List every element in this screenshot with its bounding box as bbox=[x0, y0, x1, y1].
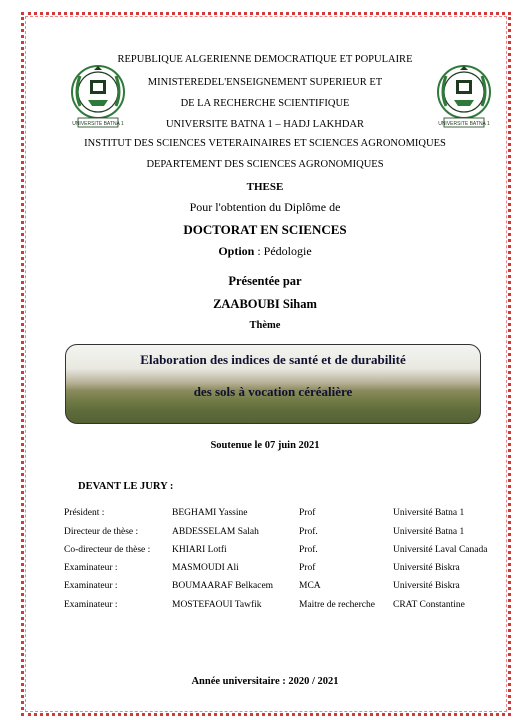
option-label: Option bbox=[218, 244, 255, 258]
thesis-degree: DOCTORAT EN SCIENCES bbox=[183, 222, 347, 237]
jury-role: Examinateur : bbox=[64, 600, 118, 610]
thesis-obtention: Pour l'obtention du Diplôme de bbox=[189, 200, 341, 214]
theme-title-line1: Elaboration des indices de santé et de durabilité bbox=[140, 352, 406, 367]
jury-row bbox=[0, 545, 530, 559]
header-university: UNIVERSITE BATNA 1 – HADJ LAKHDAR bbox=[165, 119, 365, 130]
jury-row bbox=[0, 527, 530, 541]
theme-title-line2: des sols à vocation céréalière bbox=[193, 384, 353, 399]
header-republic: REPUBLIQUE ALGERIENNE DEMOCRATIQUE ET POPULAIRE bbox=[117, 54, 413, 65]
jury-institution: Université Laval Canada bbox=[393, 545, 488, 555]
jury-name: KHIARI Lotfi bbox=[172, 545, 227, 555]
jury-role: Examinateur : bbox=[64, 581, 118, 591]
jury-rank: Prof bbox=[299, 508, 316, 518]
jury-name: MOSTEFAOUI Tawfik bbox=[172, 600, 262, 610]
author-name: ZAABOUBI Siham bbox=[213, 297, 317, 311]
jury-role: Directeur de thèse : bbox=[64, 527, 139, 537]
jury-row bbox=[0, 563, 530, 577]
jury-role: Examinateur : bbox=[64, 563, 118, 573]
svg-text:UNIVERSITE BATNA 1: UNIVERSITE BATNA 1 bbox=[72, 121, 124, 127]
jury-rank: Prof. bbox=[299, 527, 318, 537]
header-institute: INSTITUT DES SCIENCES VETERAINAIRES ET SCIENCES AGRONOMIQUES bbox=[84, 138, 446, 149]
jury-rank: MCA bbox=[299, 581, 321, 591]
jury-row bbox=[0, 581, 530, 595]
theme-banner bbox=[65, 344, 481, 424]
jury-role: Président : bbox=[64, 508, 105, 518]
jury-role: Co-directeur de thèse : bbox=[64, 545, 151, 555]
option-value: : Pédologie bbox=[254, 244, 312, 258]
jury-heading: DEVANT LE JURY : bbox=[78, 481, 174, 492]
thesis-option bbox=[0, 244, 530, 259]
jury-name: BEGHAMI Yassine bbox=[172, 508, 248, 518]
jury-rank: Prof. bbox=[299, 545, 318, 555]
jury-institution: Université Batna 1 bbox=[393, 527, 465, 537]
jury-name: ABDESSELAM Salah bbox=[172, 527, 259, 537]
jury-institution: Université Biskra bbox=[393, 581, 460, 591]
jury-institution: CRAT Constantine bbox=[393, 600, 465, 610]
header-research: DE LA RECHERCHE SCIENTIFIQUE bbox=[180, 98, 350, 109]
jury-name: MASMOUDI Ali bbox=[172, 563, 239, 573]
jury-name: BOUMAARAF Belkacem bbox=[172, 581, 274, 591]
defense-date: Soutenue le 07 juin 2021 bbox=[210, 440, 320, 451]
svg-text:UNIVERSITE BATNA 1: UNIVERSITE BATNA 1 bbox=[438, 121, 490, 127]
theme-label: Thème bbox=[249, 320, 281, 331]
jury-row bbox=[0, 508, 530, 522]
header-department: DEPARTEMENT DES SCIENCES AGRONOMIQUES bbox=[146, 159, 384, 170]
jury-rank: Prof bbox=[299, 563, 316, 573]
academic-year: Année universitaire : 2020 / 2021 bbox=[191, 676, 339, 687]
presented-by: Présentée par bbox=[228, 274, 302, 288]
jury-institution: Université Batna 1 bbox=[393, 508, 465, 518]
thesis-label: THESE bbox=[246, 181, 284, 193]
jury-institution: Université Biskra bbox=[393, 563, 460, 573]
jury-rank: Maitre de recherche bbox=[299, 600, 375, 610]
jury-row bbox=[0, 600, 530, 614]
header-ministry: MINISTEREDEL'ENSEIGNEMENT SUPERIEUR ET bbox=[147, 77, 383, 88]
